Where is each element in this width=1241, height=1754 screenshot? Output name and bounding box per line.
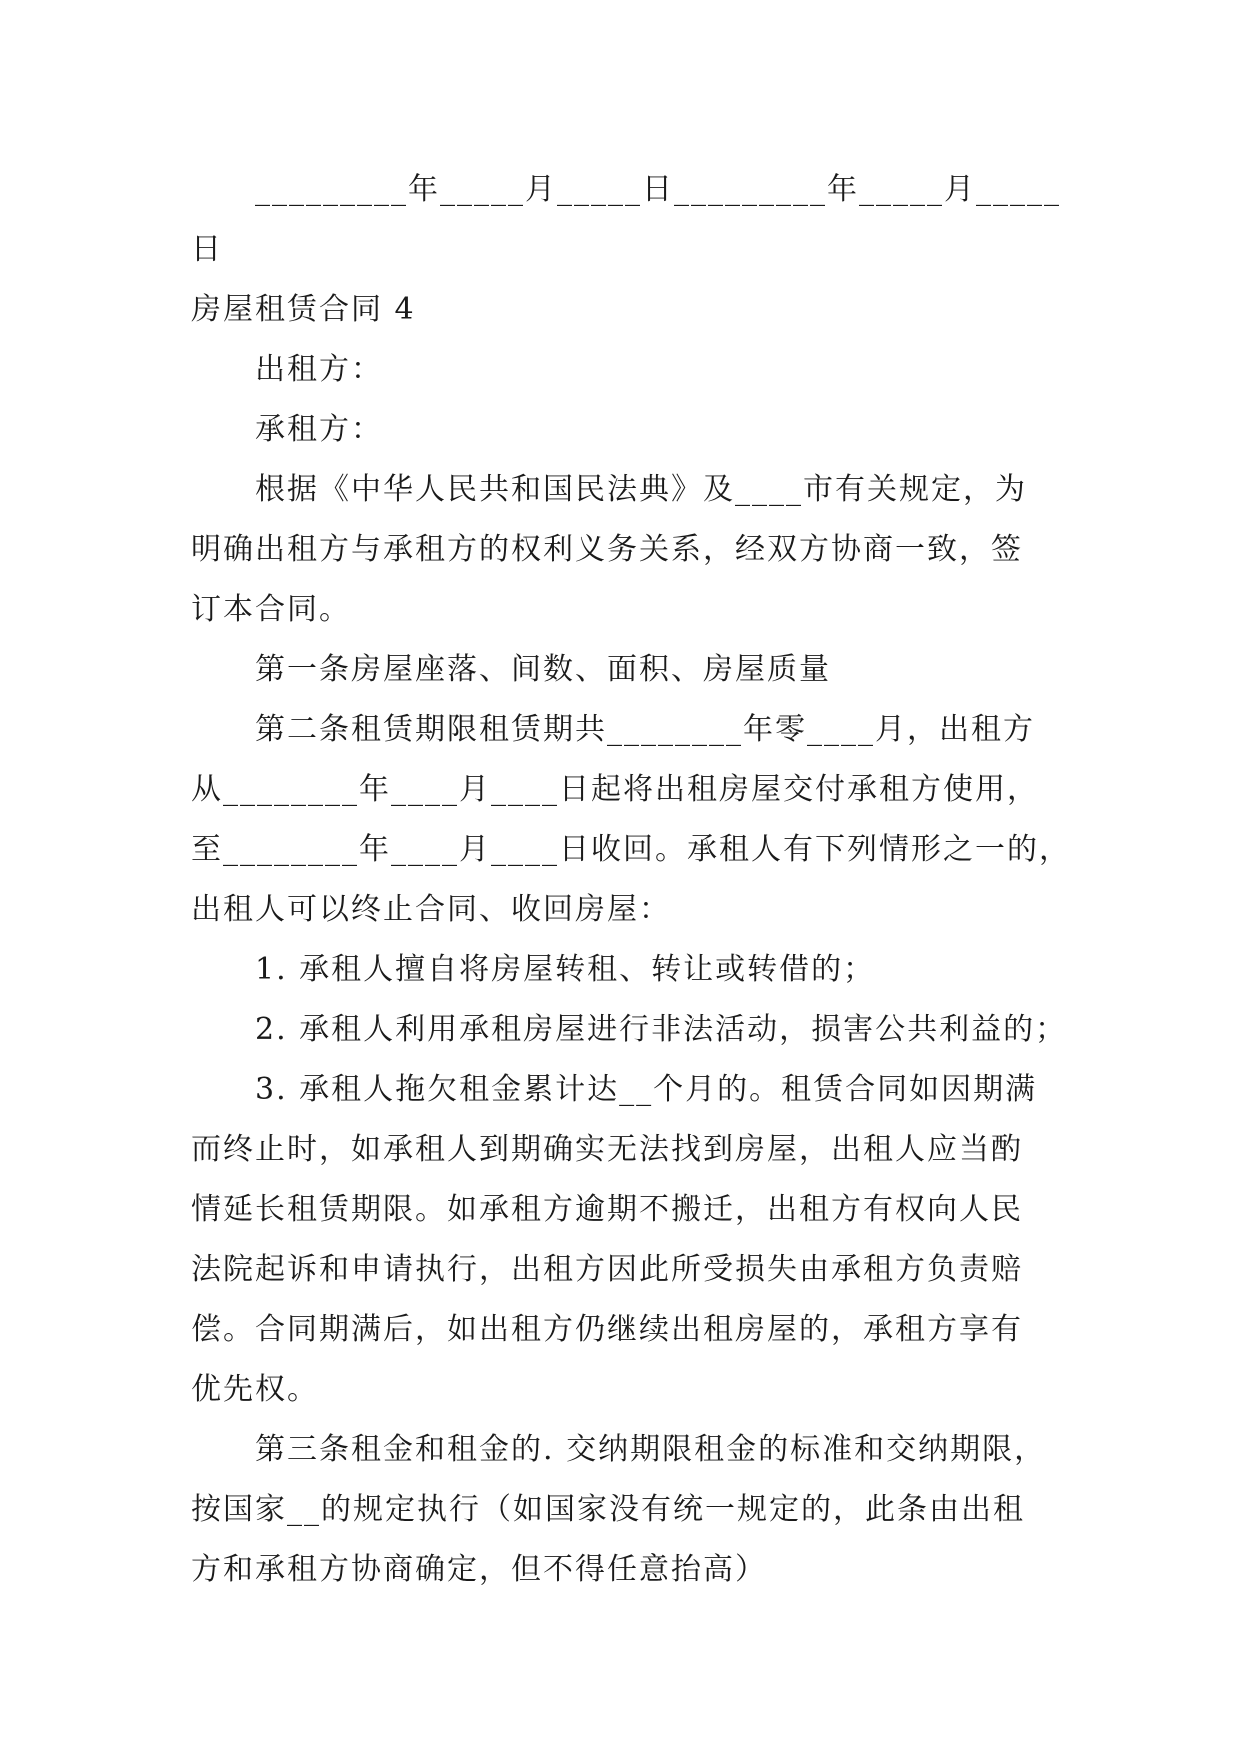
document-page xyxy=(191,160,1071,1600)
body-line: 法院起诉和申请执行，出租方因此所受损失由承租方负责赔 xyxy=(191,1252,1023,1287)
article-heading: 第二条租赁期限租赁期共________年零____月，出租方 xyxy=(255,712,1035,747)
body-line: 情延长租赁期限。如承租方逾期不搬迁，出租方有权向人民 xyxy=(191,1192,1023,1227)
contract-title: 房屋租赁合同 4 xyxy=(191,292,416,327)
body-line: 明确出租方与承租方的权利义务关系，经双方协商一致，签 xyxy=(191,532,1023,567)
list-item: 1. 承租人擅自将房屋转租、转让或转借的； xyxy=(255,952,876,987)
list-item: 2. 承租人利用承租房屋进行非法活动，损害公共利益的； xyxy=(255,1012,1068,1047)
body-line: 偿。合同期满后，如出租方仍继续出租房屋的，承租方享有 xyxy=(191,1312,1023,1347)
body-line: 方和承租方协商确定，但不得任意抬高） xyxy=(191,1552,767,1587)
article-heading: 第三条租金和租金的. 交纳期限租金的标准和交纳期限， xyxy=(255,1432,1047,1467)
lessee-field: 承租方： xyxy=(255,412,383,447)
date-line: _________年_____月_____日_________年_____月_____ xyxy=(255,172,1061,207)
list-item: 3. 承租人拖欠租金累计达__个月的。租赁合同如因期满 xyxy=(255,1072,1038,1107)
body-line: 按国家__的规定执行（如国家没有统一规定的，此条由出租 xyxy=(191,1492,1025,1527)
article-heading: 第一条房屋座落、间数、面积、房屋质量 xyxy=(255,652,831,687)
body-line: 出租人可以终止合同、收回房屋： xyxy=(191,892,671,927)
body-line: 而终止时，如承租人到期确实无法找到房屋，出租人应当酌 xyxy=(191,1132,1023,1167)
body-line: 从________年____月____日起将出租房屋交付承租方使用， xyxy=(191,772,1039,807)
body-line: 优先权。 xyxy=(191,1372,319,1407)
body-line: 订本合同。 xyxy=(191,592,351,627)
lessor-field: 出租方： xyxy=(255,352,383,387)
body-line: 至________年____月____日收回。承租人有下列情形之一的， xyxy=(191,832,1071,867)
date-line-continued: 日 xyxy=(191,232,223,267)
body-line: 根据《中华人民共和国民法典》及____市有关规定，为 xyxy=(255,472,1027,507)
